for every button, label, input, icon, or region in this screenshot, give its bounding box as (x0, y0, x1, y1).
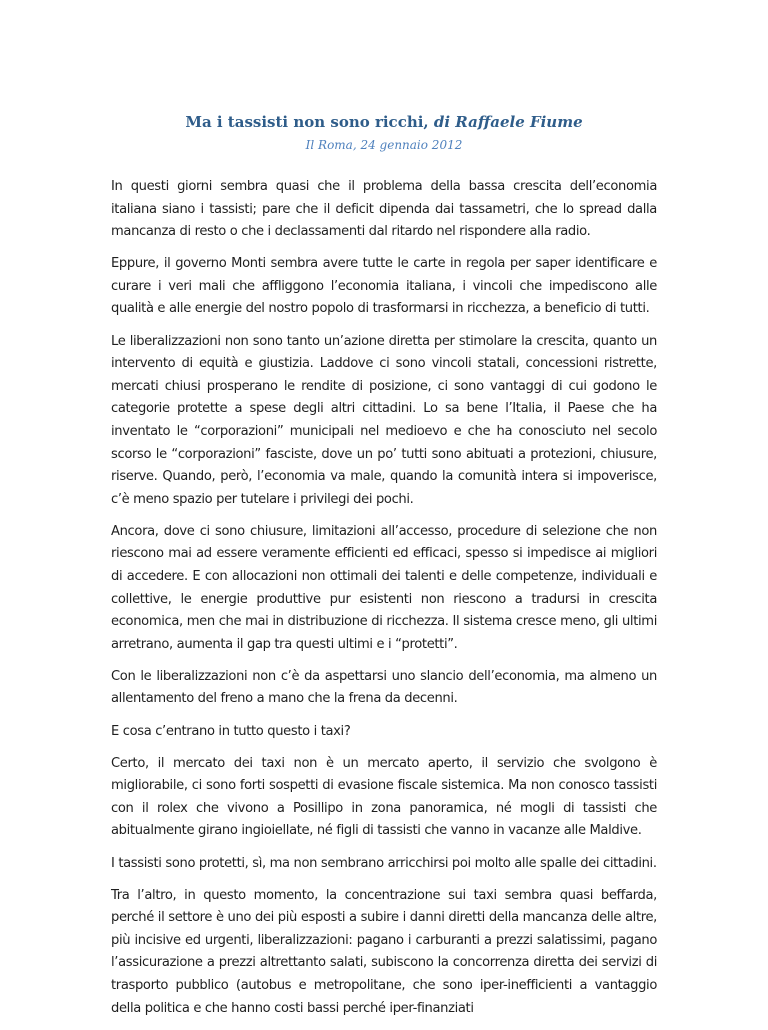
paragraph-6: E cosa c’entrano in tutto questo i taxi? (111, 723, 351, 739)
article-body (111, 176, 657, 1030)
paragraph-8: I tassisti sono protetti, sì, ma non sembrano arricchirsi poi molto alle spalle dei cittadini. (111, 855, 657, 871)
paragraph-3: Le liberalizzazioni non sono tanto un’azione diretta per stimolare la crescita, quanto un intervento di equità e giustizia. Laddove ci sono vincoli statali, concessioni ristrette, mercati chiusi prosperano le rendite di posizione, ci sono vantaggi di cui godono le categorie protette a spese degli altri cittadini. Lo sa bene l’Italia, il Paese che ha inventato le “corporazioni” municipali nel medioevo e che ha conosciuto nel secolo scorso le “corporazioni” fasciste, dove un po’ tutti sono abituati a protezioni, chiusure, riserve. Quando, però, l’economia va male, quando la comunità intera si impoverisce, c’è meno spazio per tutelare i privilegi dei pochi. (111, 333, 657, 507)
paragraph-7: Certo, il mercato dei taxi non è un mercato aperto, il servizio che svolgono è migliorabile, ci sono forti sospetti di evasione fiscale sistemica. Ma non conosco tassisti con il rolex che vivono a Posillipo in zona panoramica, né mogli di tassisti che abitualmente girano ingioiellate, né figli di tassisti che vanno in vacanze alle Maldive. (111, 755, 657, 839)
paragraph-4: Ancora, dove ci sono chiusure, limitazioni all’accesso, procedure di selezione che non riescono mai ad essere veramente efficienti ed efficaci, spesso si impedisce ai migliori di accedere. E con allocazioni non ottimali dei talenti e delle competenze, individuali e collettive, le energie produttive pur esistenti non riescono a tradursi in crescita economica, men che mai in distribuzione di ricchezza. Il sistema cresce meno, gli ultimi arretrano, aumenta il gap tra questi ultimi e i “protetti”. (111, 523, 657, 652)
article-title-text: Ma i tassisti non sono ricchi, (185, 113, 434, 131)
paragraph-5: Con le liberalizzazioni non c’è da aspettarsi uno slancio dell’economia, ma almeno un allentamento del freno a mano che la frena da decenni. (111, 668, 657, 707)
paragraph-1: In questi giorni sembra quasi che il problema della bassa crescita dell’economia italiana siano i tassisti; pare che il deficit dipenda dai tassametri, che lo spread dalla mancanza di resto o che i declassamenti dal ritardo nel rispondere alla radio. (111, 179, 657, 240)
article-title (0, 113, 768, 131)
article-author: di Raffaele Fiume (433, 113, 583, 131)
paragraph-9: Tra l’altro, in questo momento, la concentrazione sui taxi sembra quasi beffarda, perché il settore è uno dei più esposti a subire i danni diretti della mancanza delle altre, più incisive ed urgenti, liberalizzazioni: pagano i carburanti a prezzi salatissimi, pagano l’assicurazione a prezzi altrettanto salati, subiscono la concorrenza diretta dei servizi di trasporto pubblico (autobus e metropolitane, che sono iper-inefficienti a vantaggio della politica e che hanno costi bassi perché iper-finanziati (111, 887, 657, 1016)
paragraph-2: Eppure, il governo Monti sembra avere tutte le carte in regola per saper identificare e curare i veri mali che affliggono l’economia italiana, i vincoli che impediscono alle qualità e alle energie del nostro popolo di trasformarsi in ricchezza, a beneficio di tutti. (111, 256, 657, 317)
article-source-date: Il Roma, 24 gennaio 2012 (305, 138, 463, 152)
